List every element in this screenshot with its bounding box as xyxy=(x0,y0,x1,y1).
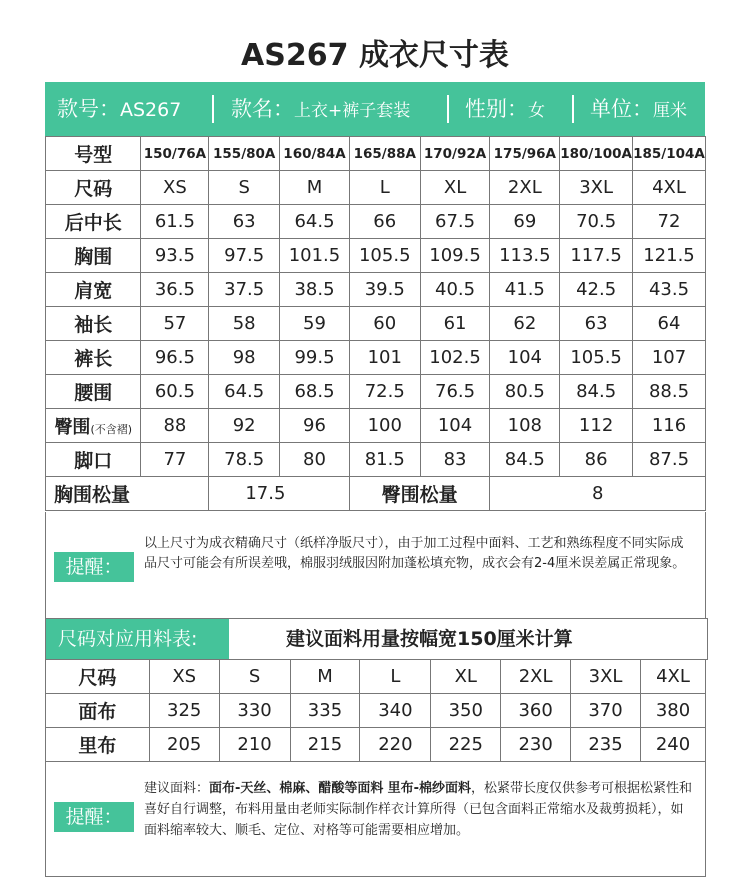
value-cell: 215 xyxy=(290,728,360,762)
value-cell: 77 xyxy=(141,443,209,477)
value-cell: 38.5 xyxy=(280,273,350,307)
note-bold-lining: 里布-棉纱面料 xyxy=(387,781,471,796)
value-cell: 36.5 xyxy=(141,273,209,307)
value-cell: 81.5 xyxy=(349,443,420,477)
hip-label-main: 臀围 xyxy=(54,416,91,438)
model-cell: 160/84A xyxy=(280,137,350,171)
style-no xyxy=(57,82,181,136)
value-cell: 84.5 xyxy=(560,375,633,409)
value-cell: 72 xyxy=(632,205,705,239)
chest-ease-value: 17.5 xyxy=(209,477,350,511)
table-row xyxy=(46,477,706,511)
value-cell: 96 xyxy=(280,409,350,443)
size-cell: XL xyxy=(431,660,501,694)
gender-label: 性别： xyxy=(465,97,528,121)
value-cell: 107 xyxy=(632,341,705,375)
value-cell: 101.5 xyxy=(280,239,350,273)
value-cell: 69 xyxy=(490,205,560,239)
value-cell: 37.5 xyxy=(209,273,280,307)
value-cell: 60.5 xyxy=(141,375,209,409)
table-row xyxy=(46,341,706,375)
size-cell: M xyxy=(280,171,350,205)
note-text xyxy=(144,778,696,841)
value-cell: 380 xyxy=(640,694,705,728)
value-cell: 113.5 xyxy=(490,239,560,273)
value-cell: 210 xyxy=(219,728,290,762)
value-cell: 325 xyxy=(149,694,219,728)
value-cell: 100 xyxy=(349,409,420,443)
value-cell: 101 xyxy=(349,341,420,375)
style-name-value: 上衣+裤子套装 xyxy=(294,101,411,121)
note-bold-shell: 面布-天丝、棉麻、醋酸等面料 xyxy=(209,781,384,796)
table-row xyxy=(46,443,706,477)
gender xyxy=(465,82,545,136)
row-label: 脚口 xyxy=(46,443,141,477)
value-cell: 80.5 xyxy=(490,375,560,409)
value-cell: 105.5 xyxy=(560,341,633,375)
value-cell: 70.5 xyxy=(560,205,633,239)
value-cell: 42.5 xyxy=(560,273,633,307)
table-row xyxy=(46,239,706,273)
size-cell: 4XL xyxy=(640,660,705,694)
size-cell: L xyxy=(360,660,431,694)
value-cell: 102.5 xyxy=(420,341,490,375)
value-cell: 62 xyxy=(490,307,560,341)
value-cell: 64.5 xyxy=(280,205,350,239)
note-text: 以上尺寸为成衣精确尺寸（纸样净版尺寸），由于加工过程中面料、工艺和熟练程度不同实际成品尺寸可能会有所误差哦，棉服羽绒服因附加蓬松填充物，成衣会有2-4厘米误差属正常现象。 xyxy=(144,536,686,571)
value-cell: 109.5 xyxy=(420,239,490,273)
size-table xyxy=(45,136,706,511)
value-cell: 78.5 xyxy=(209,443,280,477)
value-cell: 64 xyxy=(632,307,705,341)
value-cell: 63 xyxy=(560,307,633,341)
value-cell: 61.5 xyxy=(141,205,209,239)
size-cell: XS xyxy=(141,171,209,205)
value-cell: 72.5 xyxy=(349,375,420,409)
size-cell: 3XL xyxy=(560,171,633,205)
fabric-header xyxy=(45,618,708,660)
row-label: 尺码 xyxy=(46,660,150,694)
value-cell: 68.5 xyxy=(280,375,350,409)
row-label: 袖长 xyxy=(46,307,141,341)
row-label: 里布 xyxy=(46,728,150,762)
row-label: 腰围 xyxy=(46,375,141,409)
value-cell: 63 xyxy=(209,205,280,239)
value-cell: 99.5 xyxy=(280,341,350,375)
value-cell: 64.5 xyxy=(209,375,280,409)
size-cell: S xyxy=(219,660,290,694)
value-cell: 96.5 xyxy=(141,341,209,375)
size-cell: S xyxy=(209,171,280,205)
value-cell: 61 xyxy=(420,307,490,341)
table-row xyxy=(46,307,706,341)
value-cell: 84.5 xyxy=(490,443,560,477)
value-cell: 88 xyxy=(141,409,209,443)
table-row xyxy=(46,728,706,762)
row-label: 裤长 xyxy=(46,341,141,375)
table-row xyxy=(46,205,706,239)
style-no-label: 款号： xyxy=(57,97,120,121)
value-cell: 121.5 xyxy=(632,239,705,273)
value-cell: 116 xyxy=(632,409,705,443)
table-row xyxy=(46,171,706,205)
value-cell: 80 xyxy=(280,443,350,477)
value-cell: 93.5 xyxy=(141,239,209,273)
hip-ease-label: 臀围松量 xyxy=(349,477,490,511)
size-cell: M xyxy=(290,660,360,694)
value-cell: 57 xyxy=(141,307,209,341)
reminder-badge: 提醒： xyxy=(54,802,134,832)
value-cell: 39.5 xyxy=(349,273,420,307)
style-name-label: 款名： xyxy=(231,97,294,121)
row-label: 尺码 xyxy=(46,171,141,205)
value-cell: 98 xyxy=(209,341,280,375)
model-cell: 165/88A xyxy=(349,137,420,171)
value-cell: 108 xyxy=(490,409,560,443)
value-cell: 360 xyxy=(501,694,571,728)
fabric-header-label: 尺码对应用料表: xyxy=(46,619,229,659)
page-title: AS267 成衣尺寸表 xyxy=(241,38,509,73)
info-divider xyxy=(212,95,214,123)
size-cell: L xyxy=(349,171,420,205)
note-box xyxy=(45,760,706,877)
value-cell: 117.5 xyxy=(560,239,633,273)
value-cell: 235 xyxy=(571,728,641,762)
value-cell: 60 xyxy=(349,307,420,341)
style-name xyxy=(231,82,410,136)
value-cell: 58 xyxy=(209,307,280,341)
chest-ease-label: 胸围松量 xyxy=(46,477,209,511)
table-row xyxy=(46,660,706,694)
table-row xyxy=(46,273,706,307)
fabric-table xyxy=(45,659,706,762)
value-cell: 76.5 xyxy=(420,375,490,409)
row-label: 胸围 xyxy=(46,239,141,273)
hip-label-note: (不含褶) xyxy=(90,422,133,436)
value-cell: 112 xyxy=(560,409,633,443)
value-cell: 240 xyxy=(640,728,705,762)
info-divider xyxy=(447,95,449,123)
unit-value: 厘米 xyxy=(653,101,687,121)
value-cell: 205 xyxy=(149,728,219,762)
size-cell: 3XL xyxy=(571,660,641,694)
value-cell: 43.5 xyxy=(632,273,705,307)
row-label-hip xyxy=(46,409,141,443)
row-label: 号型 xyxy=(46,137,141,171)
value-cell: 97.5 xyxy=(209,239,280,273)
value-cell: 87.5 xyxy=(632,443,705,477)
size-cell: 4XL xyxy=(632,171,705,205)
info-bar xyxy=(45,82,705,136)
value-cell: 92 xyxy=(209,409,280,443)
unit-label: 单位： xyxy=(590,97,653,121)
row-label: 后中长 xyxy=(46,205,141,239)
model-cell: 185/104A xyxy=(632,137,705,171)
value-cell: 335 xyxy=(290,694,360,728)
size-cell: 2XL xyxy=(501,660,571,694)
gender-value: 女 xyxy=(528,101,545,121)
fabric-header-subtitle: 建议面料用量按幅宽150厘米计算 xyxy=(286,628,573,650)
value-cell: 66 xyxy=(349,205,420,239)
row-label: 肩宽 xyxy=(46,273,141,307)
model-cell: 150/76A xyxy=(141,137,209,171)
model-cell: 155/80A xyxy=(209,137,280,171)
note-box xyxy=(45,512,706,619)
model-cell: 175/96A xyxy=(490,137,560,171)
value-cell: 104 xyxy=(490,341,560,375)
value-cell: 370 xyxy=(571,694,641,728)
value-cell: 83 xyxy=(420,443,490,477)
style-no-value: AS267 xyxy=(120,99,182,121)
note-prefix: 建议面料： xyxy=(144,781,210,796)
value-cell: 59 xyxy=(280,307,350,341)
value-cell: 220 xyxy=(360,728,431,762)
value-cell: 225 xyxy=(431,728,501,762)
value-cell: 340 xyxy=(360,694,431,728)
note-rest: ，松紧带长度仅供参考可根据松紧性和喜好自行调整，布料用量由老师实际制作样衣计算所得（已包含面料正常缩水及裁剪损耗），如面料缩率较大、顺毛、定位、对格等可能需要相应增加。 xyxy=(144,781,692,838)
table-row xyxy=(46,694,706,728)
size-cell: 2XL xyxy=(490,171,560,205)
value-cell: 41.5 xyxy=(490,273,560,307)
table-row xyxy=(46,409,706,443)
value-cell: 88.5 xyxy=(632,375,705,409)
model-cell: 180/100A xyxy=(560,137,633,171)
table-row xyxy=(46,137,706,171)
size-cell: XS xyxy=(149,660,219,694)
hip-ease-value: 8 xyxy=(490,477,706,511)
value-cell: 330 xyxy=(219,694,290,728)
unit xyxy=(590,82,687,136)
value-cell: 86 xyxy=(560,443,633,477)
reminder-badge: 提醒： xyxy=(54,552,134,582)
value-cell: 40.5 xyxy=(420,273,490,307)
value-cell: 67.5 xyxy=(420,205,490,239)
model-cell: 170/92A xyxy=(420,137,490,171)
value-cell: 104 xyxy=(420,409,490,443)
info-divider xyxy=(572,95,574,123)
size-cell: XL xyxy=(420,171,490,205)
value-cell: 105.5 xyxy=(349,239,420,273)
value-cell: 230 xyxy=(501,728,571,762)
row-label: 面布 xyxy=(46,694,150,728)
value-cell: 350 xyxy=(431,694,501,728)
table-row xyxy=(46,375,706,409)
